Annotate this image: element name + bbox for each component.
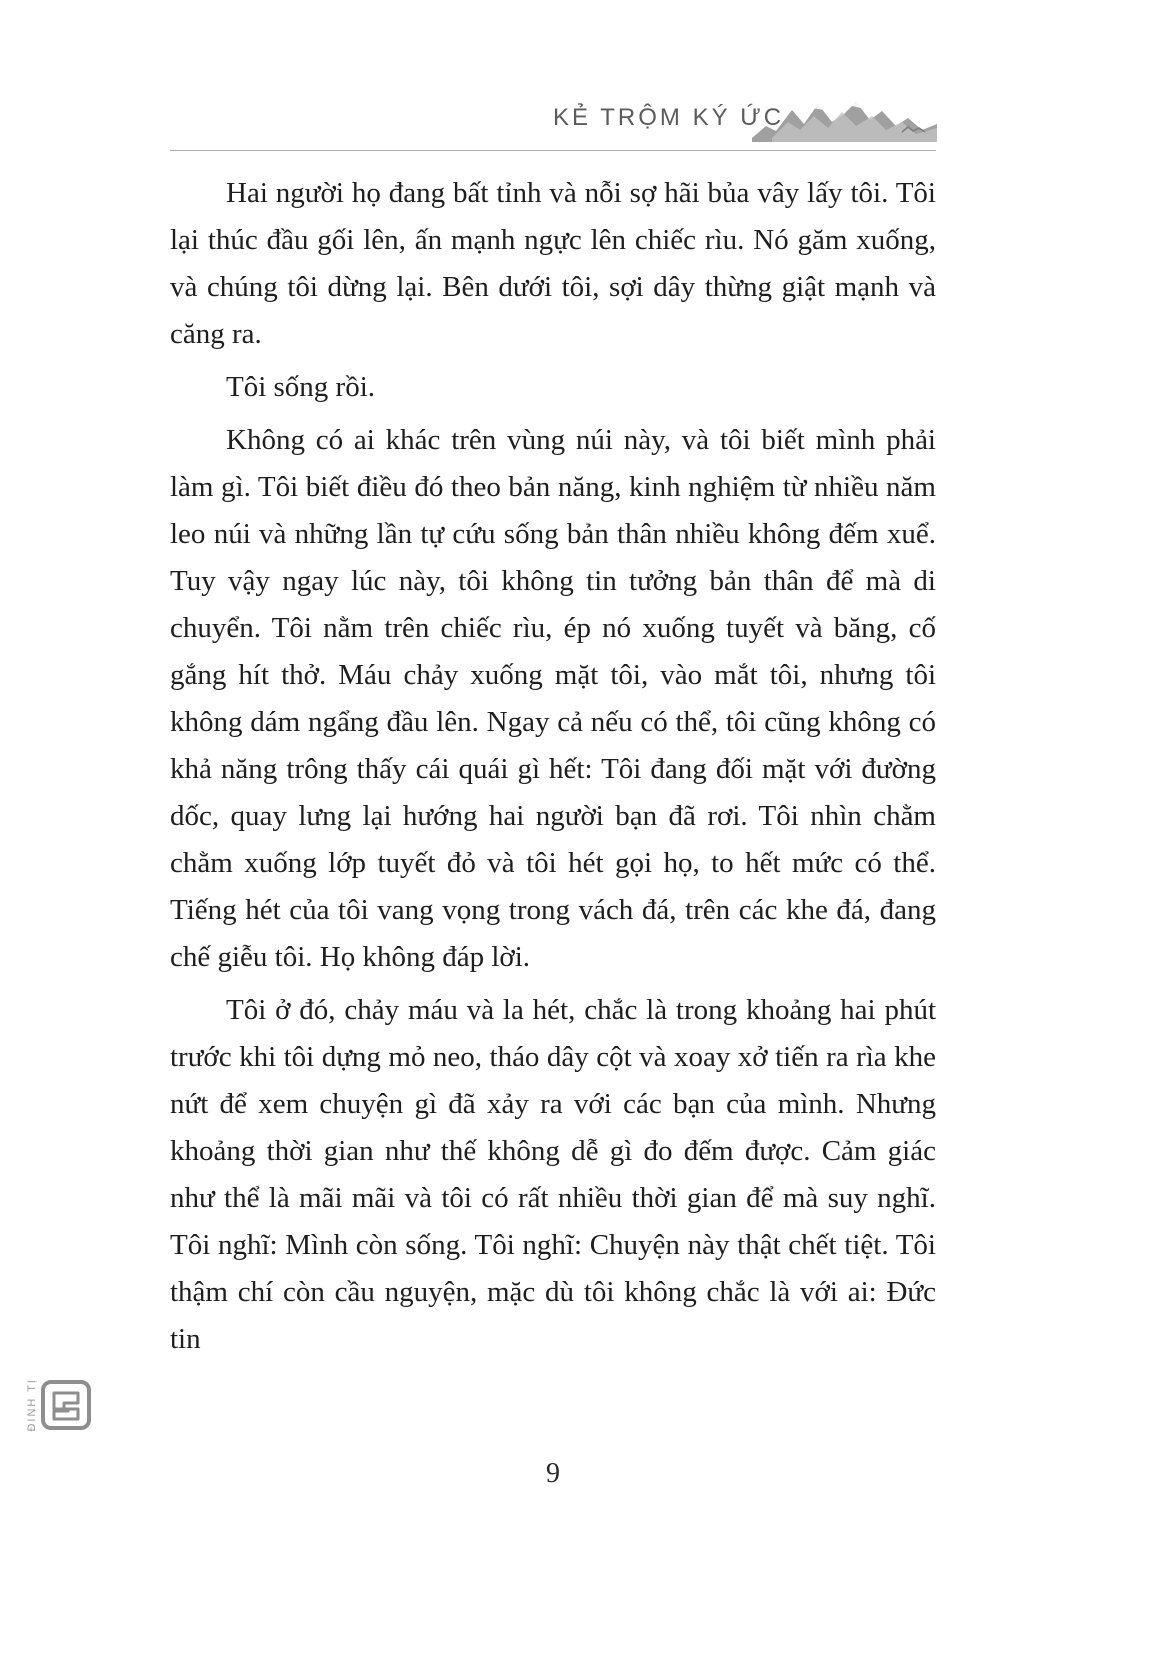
running-header-title: KẺ TRỘM KÝ ỨC (553, 104, 785, 131)
body-text (170, 170, 936, 1369)
paragraph: Tôi ở đó, chảy máu và la hét, chắc là trong khoảng hai phút trước khi tôi dựng mỏ neo, tháo dây cột và xoay xở tiến ra rìa khe nứt để xem chuyện gì đã xảy ra với các bạn của mình. Nhưng khoảng thời gian như thế không dễ gì đo đếm được. Cảm giác như thể là mãi mãi và tôi có rất nhiều thời gian để mà suy nghĩ. Tôi nghĩ: Mình còn sống. Tôi nghĩ: Chuyện này thật chết tiệt. Tôi thậm chí còn cầu nguyện, mặc dù tôi không chắc là với ai: Đức tin (170, 994, 936, 1355)
publisher-logo (26, 1378, 92, 1432)
paragraph: Hai người họ đang bất tỉnh và nỗi sợ hãi bủa vây lấy tôi. Tôi lại thúc đầu gối lên, ấn mạnh ngực lên chiếc rìu. Nó găm xuống, và chúng tôi dừng lại. Bên dưới tôi, sợi dây thừng giật mạnh và căng ra. (170, 177, 936, 350)
publisher-name-vertical-text: ĐINH TỊ (26, 1378, 38, 1432)
paragraph: Tôi sống rồi. (226, 371, 376, 403)
page-number: 9 (546, 1458, 560, 1489)
mountain-decoration-image (752, 96, 937, 142)
paragraph: Không có ai khác trên vùng núi này, và tôi biết mình phải làm gì. Tôi biết điều đó theo bản năng, kinh nghiệm từ nhiều năm leo núi và những lần tự cứu sống bản thân nhiều không đếm xuể. Tuy vậy ngay lúc này, tôi không tin tưởng bản thân để mà di chuyển. Tôi nằm trên chiếc rìu, ép nó xuống tuyết và băng, cố gắng hít thở. Máu chảy xuống mặt tôi, vào mắt tôi, nhưng tôi không dám ngẩng đầu lên. Ngay cả nếu có thể, tôi cũng không có khả năng trông thấy cái quái gì hết: Tôi đang đối mặt với đường dốc, quay lưng lại hướng hai người bạn đã rơi. Tôi nhìn chằm chằm xuống lớp tuyết đỏ và tôi hét gọi họ, to hết mức có thể. Tiếng hét của tôi vang vọng trong vách đá, trên các khe đá, đang chế giễu tôi. Họ không đáp lời. (170, 424, 936, 973)
publisher-seal-icon (40, 1379, 92, 1431)
header-divider (170, 150, 936, 151)
